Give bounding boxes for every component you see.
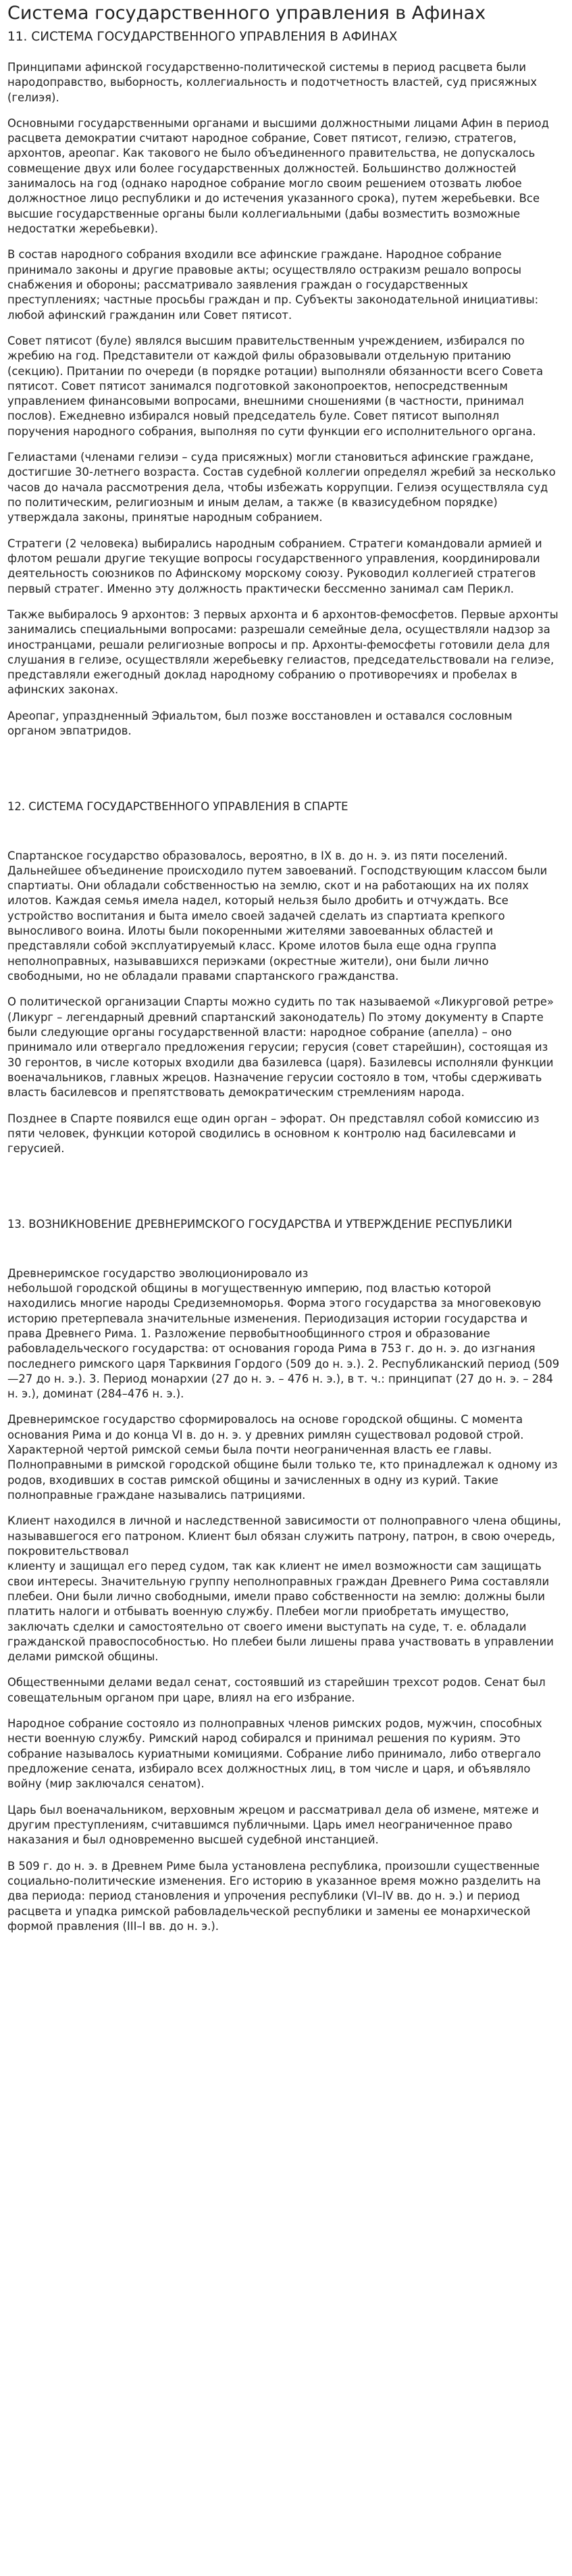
section-13-paragraph: Царь был военачальником, верховным жрецом и рассматривал дела об измене, мятеже и другим преступлениям, считавшимся публичными. Царь имел неограниченное право наказания и был одновременно высшей судебной инстанцией. — [7, 1803, 539, 1847]
section-12-paragraph: Спартанское государство образовалось, вероятно, в IX в. до н. э. из пяти поселений. Дальнейшее объединение происходило путем завоеваний. Господствующим классом были спартиаты. Они обладали собственностью на землю, скот и на работающих на их полях илотов. Каждая семья имела надел, который нельзя было дробить и отчуждать. Все устройство воспитания и быта имело своей задачей сделать из спартиата крепкого выносливого воина. Илоты были покоренными жителями завоеванных областей и представляли собой эксплуатируемый класс. Кроме илотов была еще одна группа неполноправных, называвшихся периэками (окрестные жители), они были лично свободными, но не обладали правами спартанского гражданства. — [7, 849, 548, 983]
section-13-heading: 13. ВОЗНИКНОВЕНИЕ ДРЕВНЕРИМСКОГО ГОСУДАРСТВА И УТВЕРЖДЕНИЕ РЕСПУБЛИКИ — [7, 1218, 513, 1231]
section-11-paragraph: Ареопаг, упраздненный Эфиальтом, был позже восстановлен и оставался сословным органом эвпатридов. — [7, 709, 513, 738]
section-13-paragraph: Древнеримское государство сформировалось на основе городской общины. С момента основания Рима и до конца VI в. до н. э. у древних римлян существовал родовой строй. Характерной чертой римской семьи была почти неограниченная власть ее главы. Полноправными в римской городской общине были только те, кто принадлежал к одному из родов, входивших в состав римской общины и зачисленных в одну из курий. Такие полноправные граждане назывались патрициями. — [7, 1413, 558, 1502]
section-13-paragraph: Общественными делами ведал сенат, состоявший из старейшин трехсот родов. Сенат был совещательным органом при царе, влиял на его избрание. — [7, 1676, 546, 1704]
section-12-paragraph: Позднее в Спарте появился еще один орган – эфорат. Он представлял собой комиссию из пяти человек, функции которой сводились в основном к контролю над басилевсами и герусией. — [7, 1112, 540, 1156]
section-11-paragraph: Гелиастами (членами гелиэи – суда присяжных) могли становиться афинские граждане, достигшие 30-летнего возраста. Состав судебной коллегии определял жребий за несколько часов до начала рассмотрения дела, чтобы избежать коррупции. Гелиэя осуществляла суд по политическим, религиозным и иным делам, а также (в квазисудебном порядке) утверждала законы, принятые народным собранием. — [7, 451, 556, 524]
section-13-paragraph: Древнеримское государство эволюционировало из небольшой городской общины в могущественную империю, под властью которой находились многие народы Средиземноморья. Форма этого государства за многовековую историю претерпевала значительные изменения. Периодизация истории государства и права Древнего Рима. 1. Разложение первобытнообщинного строя и образование рабовладельческого государства: от основания города Рима в 753 г. до н. э. до изгнания последнего римского царя Тарквиния Гордого (509 до н. э.). 2. Республиканский период (509—27 до н. э.). 3. Период монархии (27 до н. э. – 476 н. э.), в т. ч.: принципат (27 до н. э. – 284 н. э.), доминат (284–476 н. э.). — [7, 1266, 560, 1401]
section-11-paragraph: Также выбиралось 9 архонтов: 3 первых архонта и 6 архонтов-фемосфетов. Первые архонты занимались специальными вопросами: разрешали семейные дела, осуществляли надзор за иностранцами, решали религиозные вопросы и пр. Архонты-фемосфеты готовили дела для слушания в гелиэе, осуществляли жеребьевку гелиастов, председательствовали на гелиэе, представляли ежегодный доклад народному собранию о противоречиях и пробелах в афинских законах. — [7, 608, 558, 697]
section-13-paragraph: Клиент находился в личной и наследственной зависимости от полноправного члена общины, называвшегося его патроном. Клиент был обязан служить патрону, патрон, в свою очередь, покровительствовал клиенту и защищал его перед судом, так как клиент не имел возможности сам защищать свои интересы. Значительную группу неполноправных граждан Древнего Рима составляли плебеи. Они были лично свободными, имели право собственности на землю: должны были платить налоги и отбывать военную службу. Плебеи могли приобретать имущество, заключать сделки и самостоятельно от своего имени выступать на суде, т. е. обладали гражданской правоспособностью. Но плебеи были лишены права участвовать в управлении делами римской общины. — [7, 1514, 561, 1664]
section-12-paragraph: О политической организации Спарты можно судить по так называемой «Ликурговой ретре» (Ликург – легендарный древний спартанский законодатель) По этому документу в Спарте были следующие органы государственной власти: народное собрание (апелла) – оно принимало или отвергало предложения герусии; герусия (совет старейшин), состоящая из 30 геронтов, в числе которых входили два базилевса (царя). Базилевсы исполняли функции военачальников, главных жрецов. Назначение герусии состояло в том, чтобы сдерживать власть басилевсов и препятствовать демократическим стремлениям народа. — [7, 995, 554, 1099]
section-13-paragraph: Народное собрание состояло из полноправных членов римских родов, мужчин, способных нести военную службу. Римский народ собирался и принимал решения по куриям. Это собрание называлось куриатными комициями. Собрание либо принимало, либо отвергало предложение сената, избирало всех должностных лиц, в том числе и царя, и объявляло войну (мир заключался сенатом). — [7, 1717, 542, 1791]
section-11-heading: 11. СИСТЕМА ГОСУДАРСТВЕННОГО УПРАВЛЕНИЯ В АФИНАХ — [7, 29, 398, 44]
section-12-heading: 12. СИСТЕМА ГОСУДАРСТВЕННОГО УПРАВЛЕНИЯ В СПАРТЕ — [7, 800, 348, 814]
document-title: Система государственного управления в Афинах — [7, 3, 486, 24]
section-11-paragraph: Основными государственными органами и высшими должностными лицами Афин в период расцвета демократии считают народное собрание, Совет пятисот, гелиэю, стратегов, архонтов, ареопаг. Как такового не было объединенного правительства, не допускалось совмещение двух или более государственных должностей. Большинство должностей занималось на год (однако народное собрание могло своим решением отозвать любое должностное лицо республики и до истечения указанного срока), путем жеребьевки. Все высшие государственные органы были коллегиальными (дабы возместить возможные недостатки жеребьевки). — [7, 116, 549, 236]
document-page — [0, 3, 572, 1934]
section-11-paragraph: Стратеги (2 человека) выбирались народным собранием. Стратеги командовали армией и флотом решали другие текущие вопросы государственного управления, координировали деятельность союзников по Афинскому морскому союзу. Руководил коллегией стратегов первый стратег. Именно эту должность практически бессменно занимал сам Перикл. — [7, 537, 542, 595]
section-11-paragraph: Принципами афинской государственно-политической системы в период расцвета были народоправство, выборность, коллегиальность и подотчетность властей, суд присяжных (гелиэя). — [7, 60, 538, 104]
section-11-paragraph: Совет пятисот (буле) являлся высшим правительственным учреждением, избирался по жребию на год. Представители от каждой филы образовывали отдельную пританию (секцию). Притании по очереди (в порядке ротации) выполняли обязанности всего Совета пятисот. Совет пятисот занимался подготовкой законопроектов, непосредственным управлением финансовыми вопросами, внешними сношениями (в частности, принимал послов). Ежедневно избирался новый председатель буле. Совет пятисот выполнял поручения народного собрания, выполняя по сути функции его исполнительного органа. — [7, 334, 544, 438]
section-13-paragraph: В 509 г. до н. э. в Древнем Риме была установлена республика, произошли существенные социально-политические изменения. Его историю в указанное время можно разделить на два периода: период становления и упрочения республики (VI–IV вв. до н. э.) и период расцвета и упадка римской рабовладельческой республики и замены ее монархической формой правления (III–I вв. до н. э.). — [7, 1859, 541, 1933]
section-11-paragraph: В состав народного собрания входили все афинские граждане. Народное собрание принимало законы и другие правовые акты; осуществляло остракизм решало вопросы снабжения и обороны; рассматривало заявления граждан о государственных преступлениях; частные просьбы граждан и пр. Субъекты законодательной инициативы: любой афинский гражданин или Совет пятисот. — [7, 248, 539, 322]
